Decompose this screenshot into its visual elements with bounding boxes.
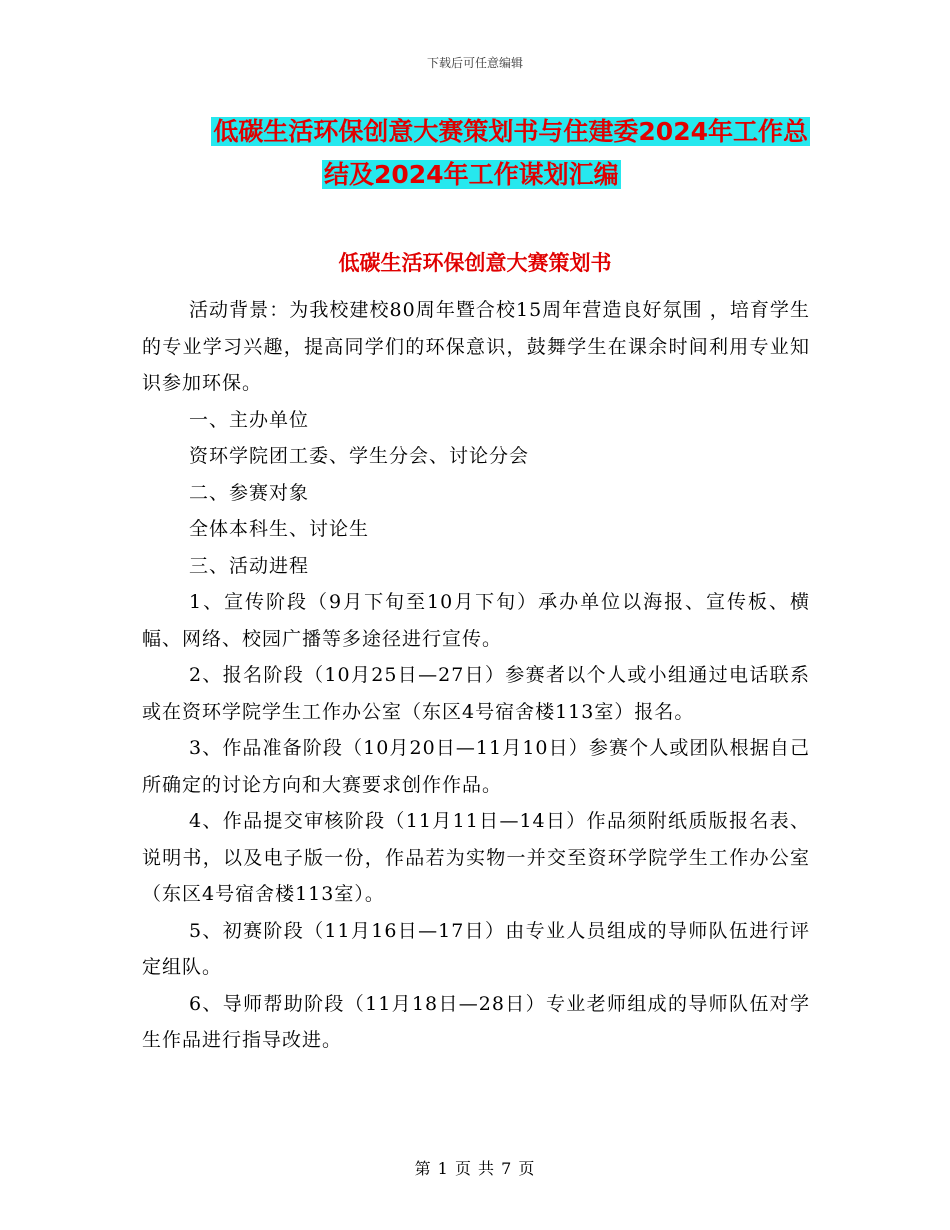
heading-organizer: 一、主办单位 [189,408,310,431]
paragraph-stage-5: 5、初赛阶段（11月16日—17日）由专业人员组成的导师队伍进行评定组队。 [142,919,810,978]
paragraph-stage-6: 6、导师帮助阶段（11月18日—28日）专业老师组成的导师队伍对学生作品进行指导改进。 [142,992,810,1051]
paragraph-stage-1: 1、宣传阶段（9月下旬至10月下旬）承办单位以海报、宣传板、横幅、网络、校园广播等多途径进行宣传。 [142,591,810,650]
paragraph-stage-2: 2、报名阶段（10月25日—27日）参赛者以个人或小组通过电话联系或在资环学院学生工作办公室（东区4号宿舍楼113室）报名。 [142,664,810,723]
paragraph-stage-3: 3、作品准备阶段（10月20日—11月10日）参赛个人或团队根据自己所确定的讨论方向和大赛要求创作作品。 [142,737,810,796]
title-highlight: 低碳生活环保创意大赛策划书与住建委2024年工作总 [213,117,808,146]
paragraph-stage-4: 4、作品提交审核阶段（11月11日—14日）作品须附纸质版报名表、说明书，以及电子版一份，作品若为实物一并交至资环学院学生工作办公室（东区4号宿舍楼113室）。 [142,810,810,905]
heading-process: 三、活动进程 [189,554,310,577]
paragraph-organizer: 资环学院团工委、学生分会、讨论分会 [189,445,530,467]
section-title: 低碳生活环保创意大赛策划书 [338,251,612,275]
document-title-line-2 [322,157,822,193]
page-number-footer: 第 1 页 共 7 页 [414,1159,536,1178]
document-body [142,292,810,1059]
heading-participants: 二、参赛对象 [189,481,310,504]
header-note: 下载后可任意编辑 [426,56,523,70]
paragraph-background: 活动背景：为我校建校80周年暨合校15周年营造良好氛围 ，培育学生的专业学习兴趣，提高同学们的环保意识，鼓舞学生在课余时间利用专业知识参加环保。 [142,299,810,394]
paragraph-participants: 全体本科生、讨论生 [189,518,370,540]
title-highlight: 结及2024年工作谋划汇编 [324,160,619,189]
document-title-line-1 [140,114,810,150]
